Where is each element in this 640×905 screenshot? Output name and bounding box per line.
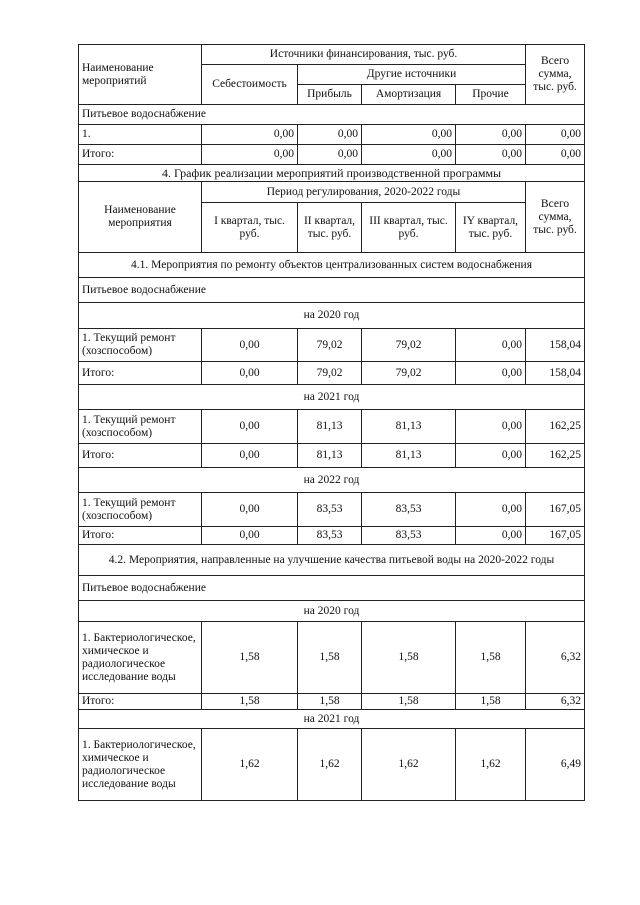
- header-q2: II квартал, тыс. руб.: [298, 203, 362, 253]
- cell-value: 0,00: [456, 444, 526, 468]
- row-name: Итого:: [79, 694, 202, 710]
- cell-value: 0,00: [456, 125, 526, 145]
- cell-value: 83,53: [362, 527, 456, 545]
- table-row: [79, 444, 585, 468]
- schedule-title: 4. График реализации мероприятий производственной программы: [79, 165, 585, 182]
- header-sources: Источники финансирования, тыс. руб.: [202, 45, 526, 65]
- cell-value: 6,32: [526, 622, 585, 694]
- cell-value: 81,13: [362, 410, 456, 444]
- cell-value: 158,04: [526, 329, 585, 362]
- header-other: Другие источники: [298, 65, 526, 85]
- cell-value: 83,53: [362, 493, 456, 527]
- table-row: [79, 145, 585, 165]
- cell-value: 162,25: [526, 444, 585, 468]
- table-row: [79, 493, 585, 527]
- row-name: Итого:: [79, 362, 202, 385]
- year-2021: на 2021 год: [79, 385, 585, 410]
- cell-value: 1,58: [202, 622, 298, 694]
- table-row: [79, 329, 585, 362]
- section-4-2-sub: Питьевое водоснабжение: [79, 576, 585, 601]
- cell-value: 0,00: [298, 145, 362, 165]
- cell-value: 0,00: [202, 493, 298, 527]
- header-total: Всего сумма, тыс. руб.: [526, 45, 585, 105]
- cell-value: 0,00: [526, 125, 585, 145]
- row-name: 1.: [79, 125, 202, 145]
- document: [78, 44, 584, 801]
- table-row: [79, 125, 585, 145]
- section-4-1: 4.1. Мероприятия по ремонту объектов централизованных систем водоснабжения: [79, 253, 585, 278]
- section-row: Питьевое водоснабжение: [79, 105, 585, 125]
- header-q3: III квартал, тыс. руб.: [362, 203, 456, 253]
- cell-value: 0,00: [456, 527, 526, 545]
- section-4-1-sub: Питьевое водоснабжение: [79, 278, 585, 303]
- cell-value: 0,00: [456, 362, 526, 385]
- cell-value: 0,00: [456, 410, 526, 444]
- table-row: [79, 410, 585, 444]
- header-total: Всего сумма, тыс. руб.: [526, 182, 585, 253]
- year-2020-quality: на 2020 год: [79, 601, 585, 622]
- header-name: Наименование мероприятий: [79, 45, 202, 105]
- cell-value: 0,00: [202, 410, 298, 444]
- cell-value: 1,62: [202, 729, 298, 801]
- cell-value: 6,49: [526, 729, 585, 801]
- cell-value: 158,04: [526, 362, 585, 385]
- cell-value: 81,13: [362, 444, 456, 468]
- cell-value: 0,00: [526, 145, 585, 165]
- row-name: Итого:: [79, 145, 202, 165]
- cell-value: 0,00: [202, 444, 298, 468]
- cell-value: 1,58: [298, 694, 362, 710]
- cell-value: 162,25: [526, 410, 585, 444]
- cell-value: 0,00: [456, 329, 526, 362]
- cell-value: 79,02: [298, 362, 362, 385]
- cell-value: 81,13: [298, 410, 362, 444]
- cell-value: 167,05: [526, 527, 585, 545]
- cell-value: 0,00: [456, 493, 526, 527]
- table-row: [79, 362, 585, 385]
- header-cost: Себестоимость: [202, 65, 298, 105]
- cell-value: 1,58: [202, 694, 298, 710]
- cell-value: 0,00: [202, 527, 298, 545]
- cell-value: 1,58: [298, 622, 362, 694]
- header-q1: I квартал, тыс. руб.: [202, 203, 298, 253]
- header-period: Период регулирования, 2020-2022 годы: [202, 182, 526, 203]
- cell-value: 1,62: [298, 729, 362, 801]
- cell-value: 6,32: [526, 694, 585, 710]
- row-name: 1. Текущий ремонт (хозспособом): [79, 329, 202, 362]
- cell-value: 1,58: [362, 694, 456, 710]
- cell-value: 0,00: [202, 362, 298, 385]
- year-2022: на 2022 год: [79, 468, 585, 493]
- cell-value: 1,58: [456, 694, 526, 710]
- row-name: 1. Текущий ремонт (хозспособом): [79, 410, 202, 444]
- cell-value: 81,13: [298, 444, 362, 468]
- table-row: [79, 729, 585, 801]
- cell-value: 0,00: [202, 125, 298, 145]
- cell-value: 1,58: [456, 622, 526, 694]
- header-misc: Прочие: [456, 85, 526, 105]
- header-name: Наименование мероприятия: [79, 182, 202, 253]
- financing-table: [78, 44, 585, 165]
- cell-value: 83,53: [298, 527, 362, 545]
- header-profit: Прибыль: [298, 85, 362, 105]
- year-2021-quality: на 2021 год: [79, 710, 585, 729]
- cell-value: 0,00: [456, 145, 526, 165]
- schedule-table: [78, 165, 585, 801]
- cell-value: 0,00: [202, 145, 298, 165]
- cell-value: 79,02: [298, 329, 362, 362]
- table-row: [79, 694, 585, 710]
- row-name: Итого:: [79, 444, 202, 468]
- cell-value: 83,53: [298, 493, 362, 527]
- row-name: Итого:: [79, 527, 202, 545]
- cell-value: 79,02: [362, 362, 456, 385]
- year-2020: на 2020 год: [79, 303, 585, 329]
- cell-value: 1,62: [456, 729, 526, 801]
- table-row: [79, 527, 585, 545]
- row-name: 1. Текущий ремонт (хозспособом): [79, 493, 202, 527]
- cell-value: 1,58: [362, 622, 456, 694]
- header-q4: IY квартал, тыс. руб.: [456, 203, 526, 253]
- cell-value: 0,00: [202, 329, 298, 362]
- table-row: [79, 622, 585, 694]
- header-amortization: Амортизация: [362, 85, 456, 105]
- row-name: 1. Бактериологическое, химическое и радиологическое исследование воды: [79, 622, 202, 694]
- cell-value: 167,05: [526, 493, 585, 527]
- cell-value: 0,00: [298, 125, 362, 145]
- row-name: 1. Бактериологическое, химическое и радиологическое исследование воды: [79, 729, 202, 801]
- section-4-2: 4.2. Мероприятия, направленные на улучшение качества питьевой воды на 2020-2022 годы: [79, 545, 585, 576]
- cell-value: 0,00: [362, 145, 456, 165]
- cell-value: 79,02: [362, 329, 456, 362]
- cell-value: 1,62: [362, 729, 456, 801]
- cell-value: 0,00: [362, 125, 456, 145]
